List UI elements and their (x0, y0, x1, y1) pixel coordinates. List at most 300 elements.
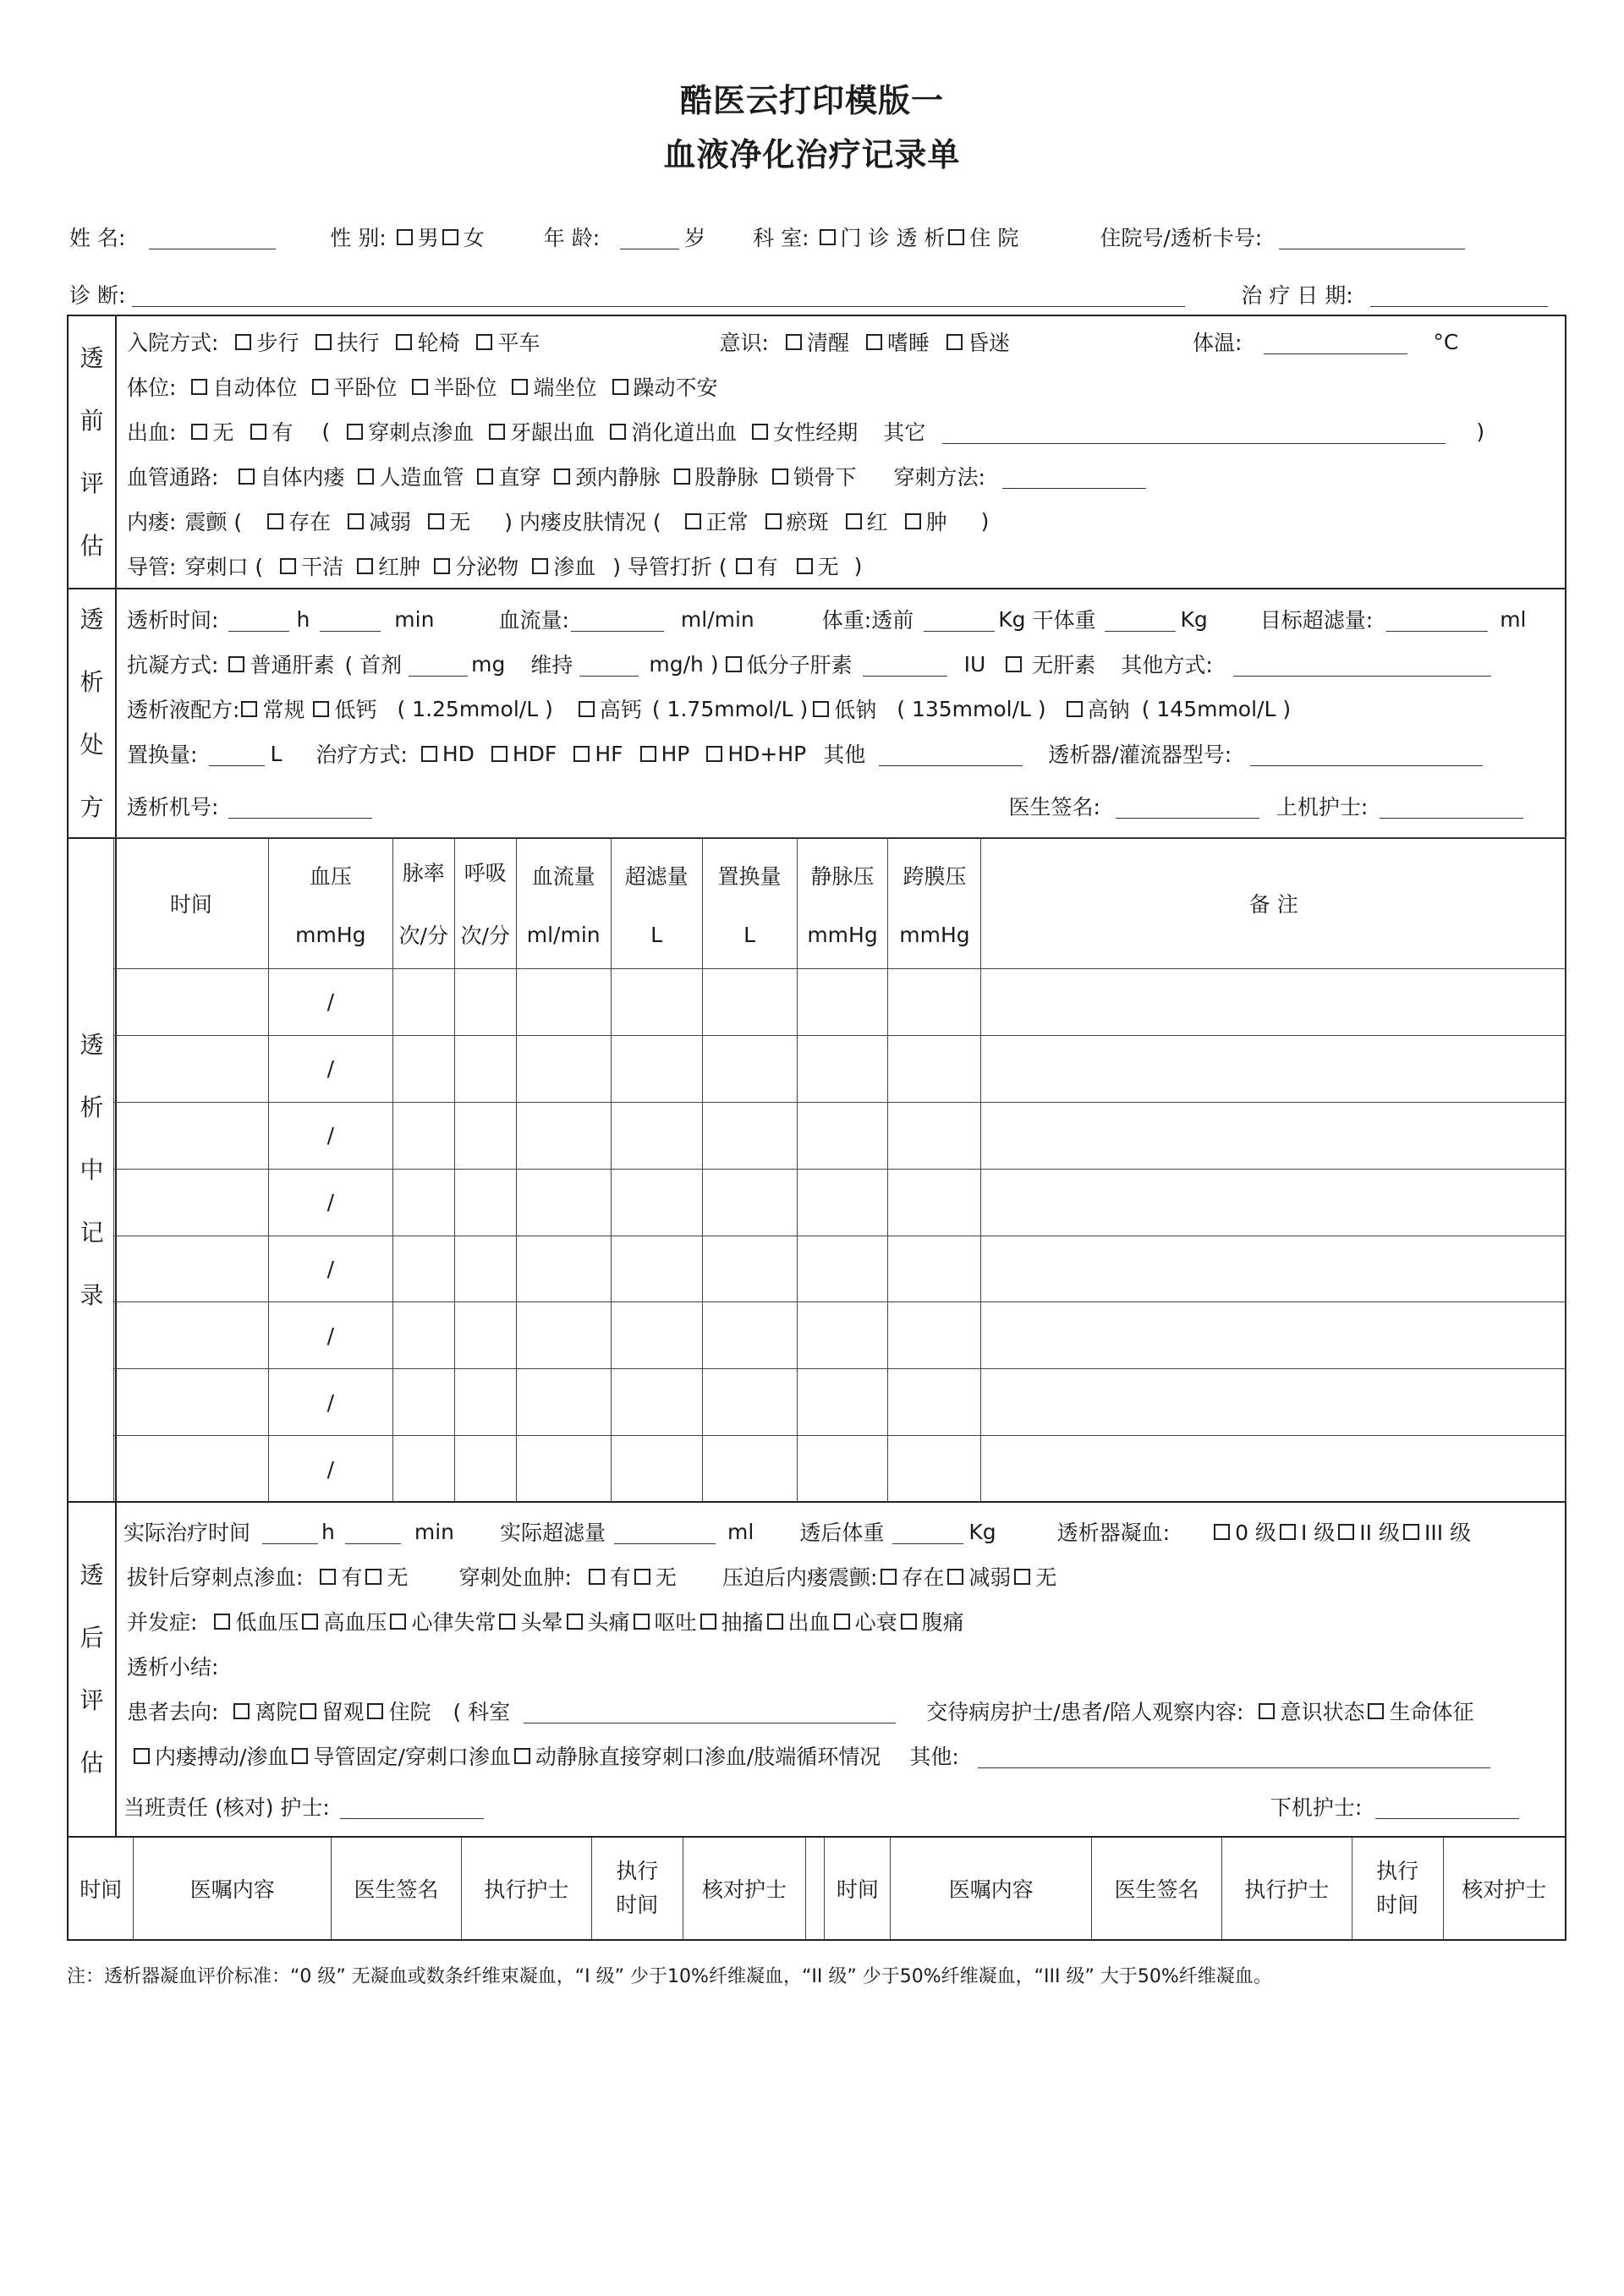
summary-label: 透析小结: (127, 1655, 219, 1680)
column-header-title: 脉率 (402, 861, 445, 885)
orders-column-header: 医嘱内容 (134, 1837, 332, 1940)
table-cell[interactable] (611, 1102, 702, 1169)
table-cell[interactable] (611, 1302, 702, 1369)
press-thrill-checkbox[interactable] (1014, 1569, 1030, 1585)
hours-field[interactable] (228, 607, 289, 632)
table-cell[interactable] (114, 1236, 269, 1302)
access-checkbox[interactable] (772, 469, 788, 485)
option-label: 动静脉直接穿刺口渗血/肢端循环情况 (535, 1745, 881, 1769)
observe-checkbox[interactable] (1259, 1703, 1275, 1719)
column-header (392, 838, 454, 969)
table-cell[interactable] (797, 1236, 888, 1302)
complication-checkbox[interactable] (634, 1614, 650, 1630)
actual-uf-label: 实际超滤量 (500, 1521, 606, 1545)
dept-inpatient-checkbox[interactable] (948, 229, 964, 245)
complication-checkbox[interactable] (901, 1614, 917, 1630)
column-header-title: 静脉压 (810, 863, 875, 889)
mode-checkbox[interactable] (706, 746, 722, 762)
column-header (888, 838, 981, 969)
mode-checkbox[interactable] (640, 746, 656, 762)
option-label: 渗血 (553, 555, 596, 579)
table-cell[interactable]: / (268, 1236, 392, 1302)
unit: h (321, 1519, 335, 1544)
intra-record-table (113, 837, 1566, 1503)
unit: IU (963, 651, 986, 677)
time-label: 透析时间: (127, 608, 219, 633)
option-label: 腹痛 (921, 1610, 964, 1635)
age-label: 年 龄: (543, 226, 601, 250)
bleed-none-checkbox[interactable] (191, 424, 207, 440)
skin-checkbox[interactable] (685, 513, 701, 529)
press-thrill-checkbox[interactable] (947, 1569, 963, 1585)
skin-checkbox[interactable] (905, 513, 921, 529)
table-cell[interactable] (611, 1236, 702, 1302)
bleed-other-label: 其它 (883, 420, 926, 445)
access-checkbox[interactable] (674, 469, 690, 485)
conscious-alert-checkbox[interactable] (786, 334, 802, 350)
catheter-checkbox[interactable] (434, 558, 450, 574)
table-cell[interactable]: / (268, 1302, 392, 1369)
option-label: HD (442, 741, 475, 766)
bleed-type-checkbox[interactable] (347, 424, 363, 440)
replacement-row (127, 738, 1483, 769)
option-label: 低分子肝素 (746, 653, 853, 677)
option-label: 平卧位 (333, 375, 398, 400)
table-cell[interactable] (888, 1102, 981, 1169)
clot-checkbox[interactable] (1280, 1524, 1296, 1540)
orders-column-header: 核对护士 (683, 1837, 806, 1940)
dry-weight-label: 干体重 (1032, 608, 1096, 633)
table-row (114, 1302, 1566, 1369)
machine-field[interactable] (228, 794, 372, 819)
option-label: 扶行 (337, 331, 380, 355)
table-cell[interactable] (114, 1102, 269, 1169)
table-cell[interactable] (516, 1236, 611, 1302)
table-cell[interactable] (797, 1302, 888, 1369)
mode-other-label: 其他 (823, 743, 866, 767)
id-field[interactable] (1279, 225, 1465, 249)
hematoma-checkbox[interactable] (634, 1569, 650, 1585)
complication-checkbox[interactable] (390, 1614, 406, 1630)
table-cell[interactable] (981, 1436, 1566, 1503)
actual-uf-field[interactable] (614, 1520, 716, 1544)
puncture-field[interactable] (1002, 464, 1146, 489)
dept-outpatient-label: 门 诊 透 析 (840, 226, 946, 250)
conscious-coma-checkbox[interactable] (946, 334, 963, 350)
actual-minutes-field[interactable] (345, 1520, 401, 1544)
bleed-type-checkbox[interactable] (752, 424, 768, 440)
observe-checkbox[interactable] (292, 1748, 308, 1764)
column-header-title: 跨膜压 (903, 863, 967, 889)
thrill-checkbox[interactable] (348, 513, 364, 529)
table-cell[interactable] (702, 1035, 797, 1102)
option-label: 导管固定/穿刺口渗血 (313, 1745, 511, 1769)
column-header-title: 超滤量 (624, 863, 689, 889)
observe-checkbox[interactable] (134, 1748, 150, 1764)
posture-row (127, 371, 718, 402)
table-cell[interactable] (611, 969, 702, 1036)
sex-male-label: 男 (417, 226, 439, 250)
table-cell[interactable]: / (268, 1169, 392, 1236)
observe-checkbox[interactable] (514, 1748, 530, 1764)
option-label: III 级 (1424, 1521, 1472, 1545)
option-label: 无 (449, 510, 471, 534)
table-cell[interactable] (888, 1035, 981, 1102)
column-header-unit: mmHg (899, 922, 970, 947)
skin-checkbox[interactable] (765, 513, 782, 529)
table-cell[interactable] (114, 1369, 269, 1436)
table-cell[interactable]: / (268, 1102, 392, 1169)
weight-label: 体重: (821, 608, 872, 633)
column-header (611, 838, 702, 969)
table-cell[interactable] (114, 1302, 269, 1369)
needle-bleed-label: 拔针后穿刺点渗血: (127, 1565, 304, 1590)
table-cell[interactable] (888, 1302, 981, 1369)
catheter-checkbox[interactable] (532, 558, 548, 574)
dialysate-checkbox[interactable] (579, 701, 595, 717)
post-weight-field[interactable] (892, 1520, 963, 1544)
mode-checkbox[interactable] (491, 746, 508, 762)
mode-checkbox[interactable] (421, 746, 437, 762)
bleed-other-field[interactable] (942, 419, 1446, 444)
dept-outpatient-checkbox[interactable] (820, 229, 836, 245)
table-cell[interactable] (981, 1302, 1566, 1369)
table-cell[interactable] (454, 1169, 516, 1236)
posture-checkbox[interactable] (412, 379, 428, 395)
option-label: 普通肝素 (250, 653, 335, 677)
table-header-row (114, 838, 1566, 969)
option-label: 内瘘搏动/渗血 (155, 1745, 289, 1769)
table-cell[interactable] (114, 1436, 269, 1503)
table-cell[interactable] (888, 1436, 981, 1503)
table-cell[interactable] (516, 1169, 611, 1236)
table-cell[interactable] (392, 1102, 454, 1169)
flush-checkbox[interactable] (797, 558, 813, 574)
post-assessment-section (67, 1501, 1566, 1838)
blood-flow-field[interactable] (571, 607, 664, 632)
minutes-field[interactable] (320, 607, 381, 632)
flush-checkbox[interactable] (736, 558, 752, 574)
page-title: 酷医云打印模版一 (679, 82, 944, 119)
hematoma-checkbox[interactable] (589, 1569, 605, 1585)
id-label: 住院号/透析卡号: (1100, 226, 1263, 250)
option-label: 头晕 (520, 1610, 563, 1635)
maintain-dose-field[interactable] (579, 652, 639, 677)
option-label: 股静脉 (694, 465, 759, 490)
temp-label: 体温: (1192, 331, 1243, 355)
catheter-checkbox[interactable] (357, 558, 373, 574)
posture-checkbox[interactable] (612, 379, 628, 395)
clot-checkbox[interactable] (1403, 1524, 1419, 1540)
table-cell[interactable] (888, 1236, 981, 1302)
initial-dose-field[interactable] (409, 652, 468, 677)
table-cell[interactable] (611, 1436, 702, 1503)
table-cell[interactable] (981, 1169, 1566, 1236)
form-subtitle: 血液净化治疗记录单 (663, 136, 961, 173)
access-checkbox[interactable] (477, 469, 493, 485)
table-cell[interactable] (454, 1302, 516, 1369)
column-header (268, 838, 392, 969)
clot-checkbox[interactable] (1214, 1524, 1230, 1540)
table-cell[interactable] (981, 1236, 1566, 1302)
paren: ) (980, 508, 990, 534)
catheter-checkbox[interactable] (280, 558, 296, 574)
complication-checkbox[interactable] (214, 1614, 230, 1630)
table-cell[interactable] (516, 1436, 611, 1503)
table-cell[interactable] (702, 1169, 797, 1236)
table-cell[interactable] (981, 1035, 1566, 1102)
mode-other-field[interactable] (879, 742, 1023, 766)
press-thrill-checkbox[interactable] (881, 1569, 897, 1585)
doctor-sign-field[interactable] (1116, 794, 1259, 819)
table-cell[interactable] (516, 969, 611, 1036)
observe-checkbox[interactable] (1368, 1703, 1384, 1719)
date-field[interactable] (1370, 282, 1548, 307)
dept-open-label: ( 科室 (453, 1700, 511, 1724)
table-cell[interactable] (888, 1369, 981, 1436)
observe-other-field[interactable] (978, 1744, 1490, 1768)
nurse-off-label: 下机护士: (1270, 1795, 1363, 1820)
admission-assist-checkbox[interactable] (315, 334, 332, 350)
option-label: 0 级 (1235, 1521, 1276, 1545)
patient-info-row (69, 222, 1465, 252)
unit: L (270, 741, 283, 766)
orders-column-header: 时间 (68, 1837, 134, 1940)
replace-label: 置换量: (127, 743, 198, 767)
unit: min (394, 606, 435, 632)
dry-weight-field[interactable] (1105, 607, 1176, 632)
access-checkbox[interactable] (358, 469, 374, 485)
complication-checkbox[interactable] (302, 1614, 318, 1630)
dialysate-checkbox[interactable] (813, 701, 829, 717)
skin-checkbox[interactable] (846, 513, 862, 529)
table-cell[interactable] (702, 1302, 797, 1369)
option-label: 躁动不安 (633, 375, 718, 400)
option-label: 干洁 (301, 555, 344, 579)
table-cell[interactable] (392, 969, 454, 1036)
temp-unit: °C (1433, 329, 1459, 354)
sex-label: 性 别: (330, 226, 387, 250)
lmwh-field[interactable] (863, 652, 947, 677)
table-cell[interactable] (702, 969, 797, 1036)
table-cell[interactable] (516, 1035, 611, 1102)
table-cell[interactable] (797, 1169, 888, 1236)
table-cell[interactable] (797, 969, 888, 1036)
table-cell[interactable] (392, 1302, 454, 1369)
complication-checkbox[interactable] (567, 1614, 583, 1630)
unit: ml/min (680, 606, 754, 632)
conscious-label: 意识: (719, 331, 769, 355)
table-cell[interactable] (981, 969, 1566, 1036)
table-cell[interactable] (454, 1102, 516, 1169)
lmwh-checkbox[interactable] (726, 656, 742, 672)
dest-dept-field[interactable] (524, 1699, 896, 1723)
table-cell[interactable] (392, 1169, 454, 1236)
option-label: 高血压 (323, 1610, 387, 1635)
table-cell[interactable] (888, 969, 981, 1036)
orders-table (67, 1836, 1566, 1941)
other-method-field[interactable] (1233, 652, 1491, 677)
unit: mg/h ) (649, 651, 719, 677)
thrill-checkbox[interactable] (428, 513, 444, 529)
name-field[interactable] (149, 225, 276, 249)
bleeding-row (127, 416, 1484, 447)
pre-weight-field[interactable] (924, 607, 995, 632)
option-label: 瘀斑 (786, 510, 829, 534)
destination-checkbox[interactable] (367, 1703, 383, 1719)
table-cell[interactable]: / (268, 1369, 392, 1436)
posture-checkbox[interactable] (512, 379, 528, 395)
machine-row (127, 791, 1523, 821)
table-cell[interactable] (702, 1369, 797, 1436)
option-label: 步行 (256, 331, 299, 355)
unit: ml (1500, 606, 1527, 632)
table-cell[interactable] (114, 969, 269, 1036)
complication-checkbox[interactable] (700, 1614, 716, 1630)
target-uf-label: 目标超滤量: (1259, 608, 1374, 633)
replace-field[interactable] (209, 742, 265, 766)
admission-walk-checkbox[interactable] (235, 334, 251, 350)
sex-female-checkbox[interactable] (442, 229, 458, 245)
bleed-label: 出血: (127, 420, 177, 445)
table-cell[interactable] (611, 1169, 702, 1236)
access-checkbox[interactable] (239, 469, 255, 485)
table-cell[interactable] (454, 1369, 516, 1436)
access-label: 血管通路: (127, 465, 219, 490)
admission-stretcher-checkbox[interactable] (476, 334, 492, 350)
table-cell[interactable] (516, 1369, 611, 1436)
table-cell[interactable] (702, 1102, 797, 1169)
table-cell[interactable] (702, 1436, 797, 1503)
dialysate-row (127, 693, 1291, 724)
option-label: 有 (756, 555, 778, 579)
table-cell[interactable] (611, 1369, 702, 1436)
option-label: 无 (387, 1565, 409, 1590)
table-row (114, 969, 1566, 1036)
dialysate-checkbox[interactable] (313, 701, 329, 717)
option-label: 无 (1035, 1565, 1057, 1590)
target-uf-field[interactable] (1386, 607, 1488, 632)
table-cell[interactable] (454, 1236, 516, 1302)
mode-checkbox[interactable] (573, 746, 590, 762)
table-cell[interactable]: / (268, 1035, 392, 1102)
table-cell[interactable] (516, 1102, 611, 1169)
low-na-value: ( 135mmol/L ) (897, 696, 1046, 721)
bleed-yes-checkbox[interactable] (250, 424, 266, 440)
heparin-checkbox[interactable] (228, 656, 244, 672)
table-cell[interactable] (392, 1369, 454, 1436)
table-cell[interactable] (516, 1302, 611, 1369)
intra-record-label (69, 839, 117, 1501)
nurse-duty-field[interactable] (340, 1795, 484, 1819)
option-label: 牙龈出血 (510, 420, 595, 445)
conscious-drowsy-checkbox[interactable] (866, 334, 882, 350)
catheter-site-label: 穿刺口 ( (184, 555, 264, 579)
actual-hours-field[interactable] (262, 1520, 318, 1544)
access-checkbox[interactable] (554, 469, 570, 485)
age-field[interactable] (620, 225, 679, 249)
table-cell[interactable] (114, 1169, 269, 1236)
column-header-unit: ml/min (526, 922, 601, 947)
table-cell[interactable] (797, 1102, 888, 1169)
nurse-off-field[interactable] (1375, 1795, 1519, 1819)
posture-checkbox[interactable] (191, 379, 207, 395)
diagnosis-field[interactable] (132, 282, 1185, 307)
table-cell[interactable] (797, 1436, 888, 1503)
option-label: 存在 (902, 1565, 945, 1590)
table-cell[interactable] (702, 1236, 797, 1302)
complication-label: 并发症: (127, 1610, 198, 1635)
post-assessment-label (69, 1503, 117, 1836)
table-cell[interactable]: / (268, 969, 392, 1036)
paren: ) (853, 553, 863, 578)
table-cell[interactable] (981, 1102, 1566, 1169)
table-cell[interactable] (981, 1369, 1566, 1436)
option-label: 无 (212, 420, 234, 445)
destination-checkbox[interactable] (300, 1703, 316, 1719)
section-char: 透 (80, 1030, 104, 1059)
table-cell[interactable] (392, 1035, 454, 1102)
destination-checkbox[interactable] (233, 1703, 250, 1719)
dialysate-checkbox[interactable] (1067, 701, 1083, 717)
complication-checkbox[interactable] (499, 1614, 515, 1630)
table-cell[interactable] (454, 1035, 516, 1102)
thrill-checkbox[interactable] (267, 513, 283, 529)
dialysate-checkbox[interactable] (241, 701, 257, 717)
bleed-type-checkbox[interactable] (489, 424, 505, 440)
complication-checkbox[interactable] (767, 1614, 783, 1630)
destination-row (127, 1696, 1474, 1726)
nurse-on-field[interactable] (1380, 794, 1523, 819)
machine-label: 透析机号: (127, 795, 219, 819)
table-cell[interactable] (392, 1236, 454, 1302)
orders-column-header: 执行时间 (591, 1837, 683, 1940)
sex-male-checkbox[interactable] (397, 229, 413, 245)
no-heparin-checkbox[interactable] (1006, 656, 1022, 672)
option-label: 自动体位 (212, 375, 298, 400)
table-cell[interactable] (454, 969, 516, 1036)
table-cell[interactable] (114, 1035, 269, 1102)
option-label: 生命体征 (1389, 1700, 1474, 1724)
temp-field[interactable] (1264, 330, 1407, 354)
option-label: 分泌物 (455, 555, 519, 579)
catheter-flush-label: ) 导管打折 ( (612, 555, 727, 579)
table-cell[interactable] (797, 1369, 888, 1436)
table-cell[interactable]: / (268, 1436, 392, 1503)
paren: ) (1476, 419, 1485, 444)
needle-bleed-checkbox[interactable] (320, 1569, 336, 1585)
option-label: 减弱 (968, 1565, 1012, 1590)
actual-time-label: 实际治疗时间 (123, 1521, 251, 1545)
table-cell[interactable] (797, 1035, 888, 1102)
column-header-title: 时间 (169, 892, 212, 917)
admission-wheelchair-checkbox[interactable] (396, 334, 412, 350)
bleed-type-checkbox[interactable] (610, 424, 626, 440)
complication-checkbox[interactable] (834, 1614, 850, 1630)
option-label: 有 (272, 420, 294, 445)
table-cell[interactable] (392, 1436, 454, 1503)
device-field[interactable] (1250, 742, 1483, 766)
posture-checkbox[interactable] (312, 379, 328, 395)
complication-row (127, 1606, 964, 1636)
table-cell[interactable] (888, 1169, 981, 1236)
section-char: 前 (80, 406, 104, 435)
table-cell[interactable] (611, 1035, 702, 1102)
table-cell[interactable] (454, 1436, 516, 1503)
clot-checkbox[interactable] (1338, 1524, 1354, 1540)
needle-bleed-checkbox[interactable] (365, 1569, 381, 1585)
column-header-title: 呼吸 (464, 861, 507, 885)
